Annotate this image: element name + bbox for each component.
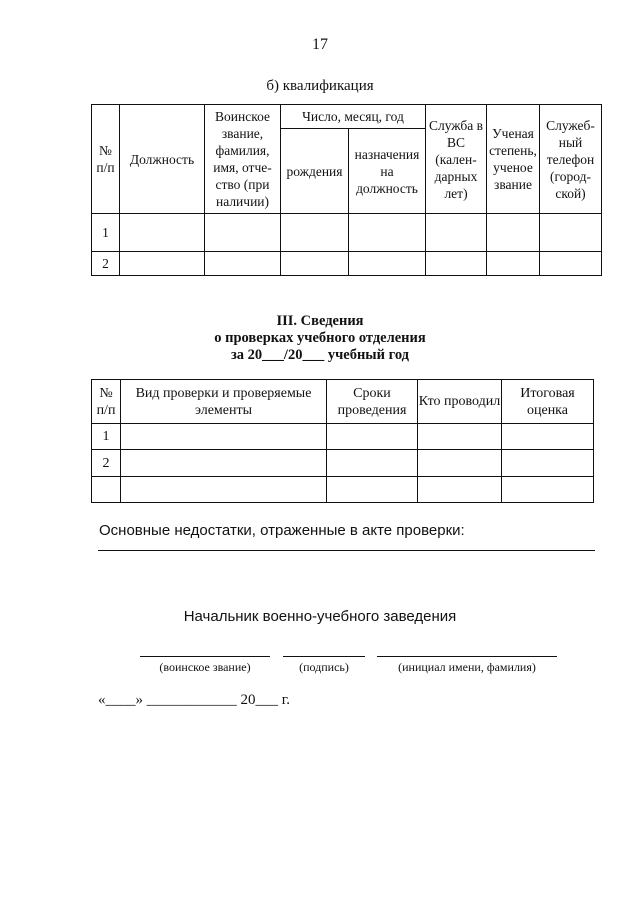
checks-table: [91, 379, 594, 503]
cell: [540, 252, 602, 276]
cell: [502, 450, 594, 477]
signature-caption: (подпись): [299, 660, 349, 674]
cell: [121, 477, 327, 503]
signature-line: [283, 656, 365, 657]
deficiencies-line: [98, 550, 595, 551]
section-title: III. Сведения: [276, 313, 364, 329]
rank-line: [140, 656, 270, 657]
cell: [426, 214, 487, 252]
section-subtitle: о проверках учебного отделения: [214, 330, 426, 346]
cell: [121, 450, 327, 477]
cell: [540, 214, 602, 252]
row-number: [92, 477, 121, 503]
col-header-date-group: Число, месяц, год: [281, 105, 426, 129]
cell: [327, 477, 418, 503]
page-number: 17: [312, 36, 328, 53]
col-header-rank-name: Воинское звание, фамилия, имя, отче-ство (при наличии): [205, 105, 281, 214]
row-number: 1: [92, 424, 121, 450]
cell: [121, 424, 327, 450]
col-header-birth: рождения: [281, 129, 349, 214]
col-header-inspector: Кто проводил: [418, 380, 502, 424]
signatory-title: Начальник военно-учебного заведения: [183, 608, 457, 625]
col-header-degree: Ученая степень, ученое звание: [487, 105, 540, 214]
cell: [502, 477, 594, 503]
row-number: 1: [92, 214, 120, 252]
cell: [418, 424, 502, 450]
cell: [120, 214, 205, 252]
cell: [327, 424, 418, 450]
table-row: [92, 424, 594, 450]
row-number: 2: [92, 252, 120, 276]
table-row: [92, 252, 602, 276]
table-row: [92, 477, 594, 503]
col-header-number: № п/п: [92, 380, 121, 424]
cell: [205, 214, 281, 252]
cell: [502, 424, 594, 450]
cell: [418, 450, 502, 477]
col-header-number: № п/п: [92, 105, 120, 214]
cell: [120, 252, 205, 276]
row-number: 2: [92, 450, 121, 477]
col-header-position: Должность: [120, 105, 205, 214]
cell: [281, 252, 349, 276]
cell: [205, 252, 281, 276]
section-year: за 20___/20___ учебный год: [230, 347, 409, 363]
cell: [487, 252, 540, 276]
deficiencies-label: Основные недостатки, отраженные в акте проверки:: [99, 522, 465, 539]
cell: [426, 252, 487, 276]
cell: [487, 214, 540, 252]
name-line: [377, 656, 557, 657]
cell: [349, 214, 426, 252]
cell: [349, 252, 426, 276]
qualification-table: [91, 104, 602, 276]
col-header-dates: Сроки проведения: [327, 380, 418, 424]
qualification-title: б) квалификация: [266, 78, 374, 94]
table-row: [92, 214, 602, 252]
cell: [418, 477, 502, 503]
col-header-phone: Служеб-ный телефон (город-ской): [540, 105, 602, 214]
rank-caption: (воинское звание): [159, 660, 251, 674]
col-header-grade: Итоговая оценка: [502, 380, 594, 424]
cell: [327, 450, 418, 477]
col-header-service: Служба в ВС (кален-дарных лет): [426, 105, 487, 214]
cell: [281, 214, 349, 252]
date-line: «____» ____________ 20___ г.: [98, 692, 290, 708]
col-header-check-type: Вид проверки и проверяемые элементы: [121, 380, 327, 424]
col-header-appointment: назначения на должность: [349, 129, 426, 214]
table-row: [92, 450, 594, 477]
name-caption: (инициал имени, фамилия): [398, 660, 536, 674]
